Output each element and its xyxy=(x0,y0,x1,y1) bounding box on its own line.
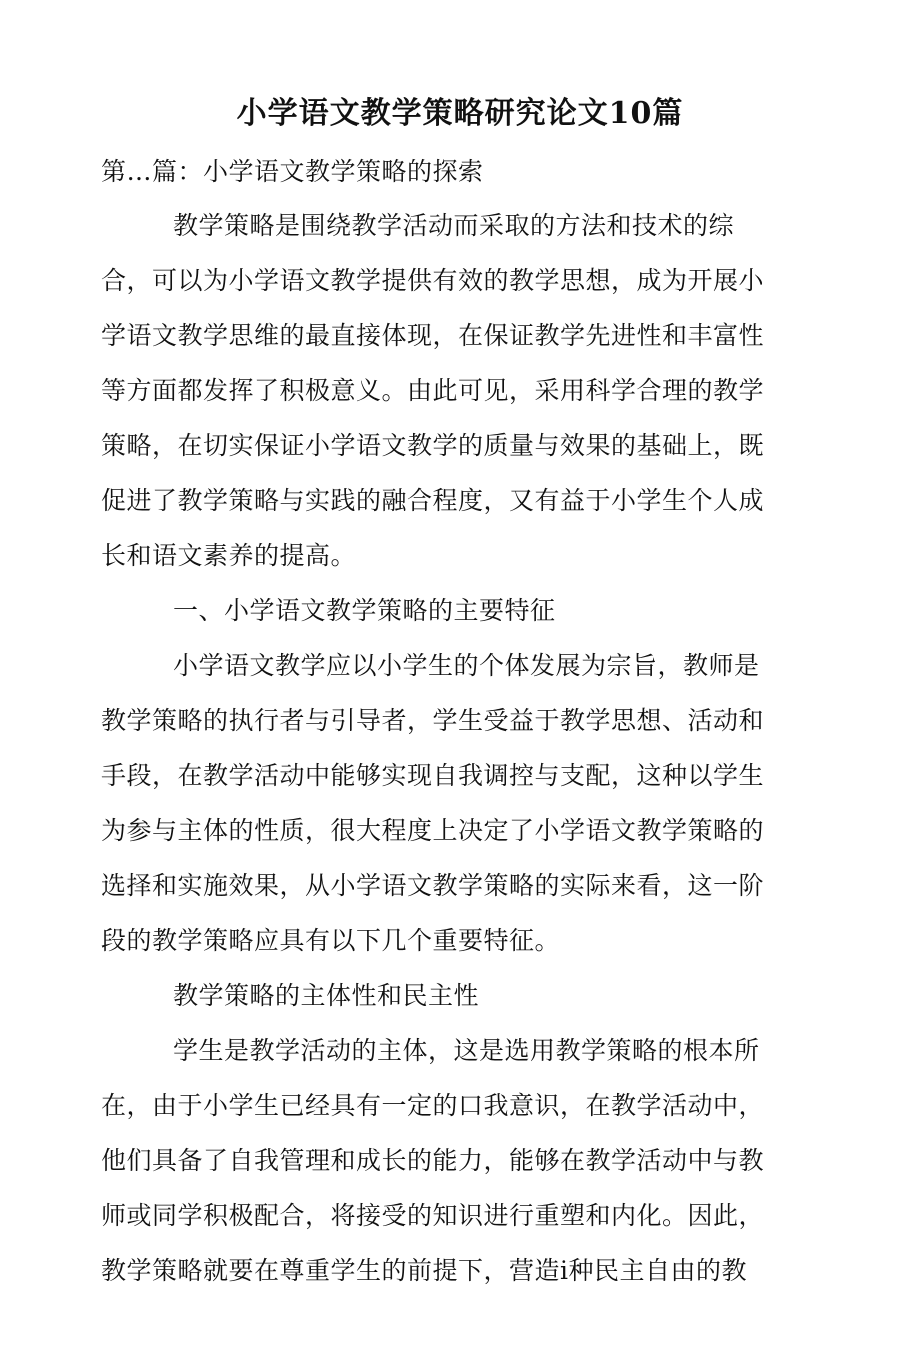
paragraph-line: 学生是教学活动的主体，这是选用教学策略的根本所 xyxy=(173,1036,760,1065)
paragraph-line: 手段，在教学活动中能够实现自我调控与支配，这种以学生 xyxy=(101,761,765,790)
paragraph-line: 为参与主体的性质，很大程度上决定了小学语文教学策略的 xyxy=(101,816,765,845)
section-subtitle: 第…篇：小学语文教学策略的探索 xyxy=(101,157,484,186)
paragraph-line: 师或同学积极配合，将接受的知识进行重塑和内化。因此， xyxy=(101,1201,765,1230)
paragraph-line: 策略，在切实保证小学语文教学的质量与效果的基础上，既 xyxy=(101,431,765,460)
paragraph-line: 小学语文教学应以小学生的个体发展为宗旨，教师是 xyxy=(173,651,760,680)
paragraph-line: 段的教学策略应具有以下几个重要特征。 xyxy=(101,926,561,955)
paragraph-line: 他们具备了自我管理和成长的能力，能够在教学活动中与教 xyxy=(101,1146,765,1175)
section-heading: 一、小学语文教学策略的主要特征 xyxy=(173,596,556,625)
paragraph-line: 选择和实施效果，从小学语文教学策略的实际来看，这一阶 xyxy=(101,871,765,900)
paragraph-line: 长和语文素养的提高。 xyxy=(101,541,357,570)
subsection-heading: 教学策略的主体性和民主性 xyxy=(173,981,480,1010)
paragraph-line: 等方面都发挥了积极意义。由此可见，采用科学合理的教学 xyxy=(101,376,765,405)
paragraph-line: 在，由于小学生已经具有一定的口我意识，在教学活动中， xyxy=(101,1091,765,1120)
document-title: 小学语文教学策略研究论文10篇 xyxy=(236,96,684,131)
paragraph-line: 学语文教学思维的最直接体现，在保证教学先进性和丰富性 xyxy=(101,321,765,350)
paragraph-line: 教学策略就要在尊重学生的前提下，营造i种民主自由的教 xyxy=(101,1256,747,1285)
paragraph-line: 合，可以为小学语文教学提供有效的教学思想，成为开展小 xyxy=(101,266,765,295)
paragraph-line: 促进了教学策略与实践的融合程度，又有益于小学生个人成 xyxy=(101,486,765,515)
paragraph-line: 教学策略的执行者与引导者，学生受益于教学思想、活动和 xyxy=(101,706,765,735)
paragraph-line: 教学策略是围绕教学活动而采取的方法和技术的综 xyxy=(173,211,735,240)
